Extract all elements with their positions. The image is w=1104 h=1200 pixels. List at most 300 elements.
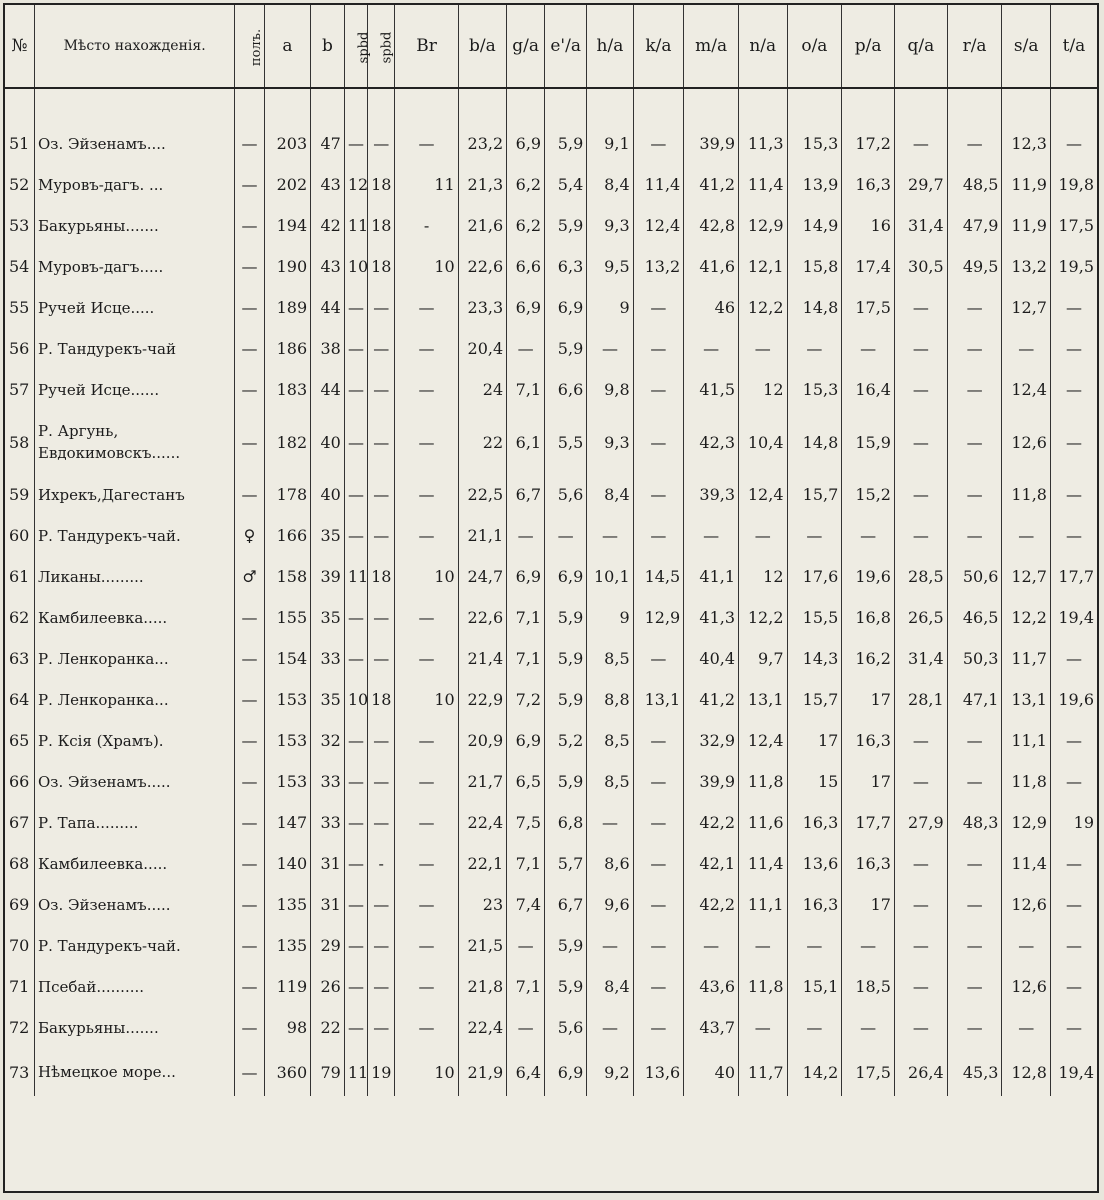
- table-cell: 42,3: [684, 410, 739, 474]
- table-cell: —: [395, 369, 458, 410]
- table-cell: —: [395, 802, 458, 843]
- row-number: 55: [9, 298, 30, 317]
- table-cell: 11,7: [739, 1048, 787, 1096]
- table-cell: —: [235, 966, 265, 1007]
- table-cell: —: [1050, 720, 1097, 761]
- table-cell: 12,4: [633, 205, 684, 246]
- table-row: [5, 761, 1097, 802]
- table-cell: —: [587, 515, 633, 556]
- table-cell: 15,1: [787, 966, 842, 1007]
- table-cell: 14,5: [633, 556, 684, 597]
- table-row: [5, 720, 1097, 761]
- table-cell: 24: [458, 369, 506, 410]
- table-cell: —: [235, 369, 265, 410]
- table-cell: 17,5: [842, 287, 895, 328]
- table-cell: 5,9: [545, 638, 587, 679]
- place-name: Р. Ксія (Храмъ).: [35, 720, 235, 761]
- table-cell: 190: [264, 246, 310, 287]
- table-cell: —: [235, 410, 265, 474]
- place-name: Р. Тандурекъ-чай.: [35, 515, 235, 556]
- table-cell: —: [235, 123, 265, 164]
- table-cell: —: [787, 925, 842, 966]
- table-cell: 42,2: [684, 884, 739, 925]
- table-cell: —: [947, 369, 1002, 410]
- spacer-cell: [235, 88, 265, 123]
- table-cell: 38: [311, 328, 345, 369]
- table-row: [5, 287, 1097, 328]
- table-cell: 6,9: [507, 287, 545, 328]
- table-cell: 6,7: [507, 474, 545, 515]
- table-cell: —: [1050, 925, 1097, 966]
- table-cell: 26,4: [894, 1048, 947, 1096]
- table-cell: 147: [264, 802, 310, 843]
- table-cell: 12: [739, 369, 787, 410]
- table-cell: 22,4: [458, 1007, 506, 1048]
- table-cell: —: [235, 328, 265, 369]
- table-cell: —: [395, 597, 458, 638]
- row-number: 70: [9, 936, 30, 955]
- table-cell: —: [947, 328, 1002, 369]
- table-cell: 18,5: [842, 966, 895, 1007]
- spacer-cell: [344, 88, 367, 123]
- row-number: 64: [9, 690, 30, 709]
- table-cell: 31: [311, 843, 345, 884]
- column-header: e'/a: [545, 5, 587, 88]
- table-cell: —: [1002, 925, 1050, 966]
- table-cell: 6,8: [545, 802, 587, 843]
- table-cell: 35: [311, 679, 345, 720]
- table-cell: —: [947, 720, 1002, 761]
- row-number: 63: [9, 649, 30, 668]
- row-number: 54: [9, 257, 30, 276]
- table-cell: —: [633, 1007, 684, 1048]
- table-cell: 12,6: [1002, 884, 1050, 925]
- table-cell: 32,9: [684, 720, 739, 761]
- table-cell: 11,8: [1002, 474, 1050, 515]
- table-cell: —: [507, 328, 545, 369]
- table-cell: 135: [264, 884, 310, 925]
- table-cell: —: [1050, 884, 1097, 925]
- table-cell: 12,2: [739, 597, 787, 638]
- table-cell: 11,8: [739, 761, 787, 802]
- table-cell: 42: [311, 205, 345, 246]
- table-cell: 13,9: [787, 164, 842, 205]
- column-header: b/a: [458, 5, 506, 88]
- table-cell: —: [633, 287, 684, 328]
- column-header: m/a: [684, 5, 739, 88]
- column-header: s/a: [1002, 5, 1050, 88]
- table-cell: 15,5: [787, 597, 842, 638]
- table-cell: 17: [842, 761, 895, 802]
- table-cell: 11,8: [1002, 761, 1050, 802]
- table-cell: 19,6: [1050, 679, 1097, 720]
- table-cell: 6,4: [507, 1048, 545, 1096]
- table-cell: 16,4: [842, 369, 895, 410]
- table-cell: 11,1: [1002, 720, 1050, 761]
- table-cell: 40,4: [684, 638, 739, 679]
- table-cell: 11,1: [739, 884, 787, 925]
- table-cell: —: [235, 720, 265, 761]
- table-cell: —: [1050, 1007, 1097, 1048]
- table-cell: —: [368, 287, 395, 328]
- table-cell: —: [507, 1007, 545, 1048]
- table-cell: —: [947, 1007, 1002, 1048]
- table-cell: 17: [787, 720, 842, 761]
- table-cell: —: [235, 597, 265, 638]
- table-cell: 9,3: [587, 205, 633, 246]
- table-cell: 31,4: [894, 638, 947, 679]
- table-cell: 17,2: [842, 123, 895, 164]
- table-cell: 43,6: [684, 966, 739, 1007]
- table-cell: 9,2: [587, 1048, 633, 1096]
- row-number: 72: [9, 1018, 30, 1037]
- table-cell: —: [368, 328, 395, 369]
- table-cell: —: [368, 410, 395, 474]
- table-cell: —: [344, 328, 367, 369]
- table-cell: 8,6: [587, 843, 633, 884]
- table-cell: 11,4: [739, 843, 787, 884]
- table-cell: 18: [368, 205, 395, 246]
- table-cell: —: [633, 474, 684, 515]
- table-cell: 14,2: [787, 1048, 842, 1096]
- table-cell: —: [739, 328, 787, 369]
- table-cell: —: [368, 123, 395, 164]
- table-cell: —: [739, 925, 787, 966]
- table-cell: 23,2: [458, 123, 506, 164]
- table-cell: —: [894, 925, 947, 966]
- table-cell: 6,9: [507, 720, 545, 761]
- table-cell: 10,4: [739, 410, 787, 474]
- table-cell: 21,8: [458, 966, 506, 1007]
- place-name: Ручей Исце.....: [35, 287, 235, 328]
- row-number: 67: [9, 813, 30, 832]
- table-cell: —: [344, 474, 367, 515]
- table-cell: 11: [344, 205, 367, 246]
- table-cell: 6,6: [545, 369, 587, 410]
- place-name: Камбилеевка.....: [35, 843, 235, 884]
- table-cell: 44: [311, 369, 345, 410]
- table-cell: —: [947, 843, 1002, 884]
- table-cell: —: [368, 720, 395, 761]
- table-cell: —: [235, 1048, 265, 1096]
- table-cell: 15,2: [842, 474, 895, 515]
- table-row: [5, 1048, 1097, 1096]
- place-name: Оз. Эйзенамъ.....: [35, 884, 235, 925]
- table-cell: 12: [739, 556, 787, 597]
- table-cell: —: [633, 123, 684, 164]
- spacer-cell: [5, 88, 35, 123]
- table-cell: —: [1050, 123, 1097, 164]
- table-cell: —: [368, 925, 395, 966]
- table-row: [5, 556, 1097, 597]
- spacer-cell: [894, 88, 947, 123]
- table-cell: 16,8: [842, 597, 895, 638]
- table-cell: —: [344, 884, 367, 925]
- table-cell: —: [894, 410, 947, 474]
- table-cell: —: [395, 1007, 458, 1048]
- table-cell: —: [894, 843, 947, 884]
- table-cell: —: [344, 597, 367, 638]
- spacer-cell: [587, 88, 633, 123]
- table-cell: 183: [264, 369, 310, 410]
- table-cell: 12,4: [739, 720, 787, 761]
- column-header-label: полъ.: [249, 28, 265, 67]
- table-cell: 21,1: [458, 515, 506, 556]
- table-cell: —: [947, 123, 1002, 164]
- table-cell: —: [947, 884, 1002, 925]
- table-cell: 39: [311, 556, 345, 597]
- table-cell: —: [368, 515, 395, 556]
- table-cell: —: [587, 328, 633, 369]
- table-cell: 9,8: [587, 369, 633, 410]
- table-cell: 24,7: [458, 556, 506, 597]
- place-name: Р. Ленкоранка...: [35, 679, 235, 720]
- table-cell: 48,5: [947, 164, 1002, 205]
- table-cell: 5,9: [545, 123, 587, 164]
- table-cell: 11,3: [739, 123, 787, 164]
- table-cell: 15,7: [787, 679, 842, 720]
- table-cell: 39,3: [684, 474, 739, 515]
- table-cell: 153: [264, 720, 310, 761]
- place-name: Р. Аргунь, Евдокимовскъ......: [35, 410, 235, 474]
- table-cell: 16,3: [842, 843, 895, 884]
- table-cell: 43: [311, 164, 345, 205]
- table-cell: 10: [395, 556, 458, 597]
- table-cell: 9: [587, 597, 633, 638]
- table-cell: —: [787, 328, 842, 369]
- column-header: k/a: [633, 5, 684, 88]
- table-cell: 28,1: [894, 679, 947, 720]
- table-cell: —: [739, 1007, 787, 1048]
- spacer-cell: [311, 88, 345, 123]
- table-cell: 21,9: [458, 1048, 506, 1096]
- table-cell: 5,9: [545, 328, 587, 369]
- table-cell: —: [395, 843, 458, 884]
- table-row: [5, 328, 1097, 369]
- table-cell: 5,9: [545, 597, 587, 638]
- table-cell: 21,3: [458, 164, 506, 205]
- table-cell: 178: [264, 474, 310, 515]
- column-header: r/a: [947, 5, 1002, 88]
- table-cell: —: [1050, 761, 1097, 802]
- table-cell: 26,5: [894, 597, 947, 638]
- table-cell: 19,8: [1050, 164, 1097, 205]
- spacer-cell: [684, 88, 739, 123]
- row-number: 51: [9, 134, 30, 153]
- table-cell: 22,5: [458, 474, 506, 515]
- table-cell: 11,9: [1002, 205, 1050, 246]
- row-number: 59: [9, 485, 30, 504]
- table-cell: —: [1002, 1007, 1050, 1048]
- table-cell: 43: [311, 246, 345, 287]
- table-cell: —: [587, 802, 633, 843]
- table-cell: —: [894, 884, 947, 925]
- table-cell: —: [1002, 328, 1050, 369]
- table-row: [5, 966, 1097, 1007]
- table-cell: —: [395, 287, 458, 328]
- table-cell: 12,2: [1002, 597, 1050, 638]
- table-cell: 19,4: [1050, 597, 1097, 638]
- table-cell: 21,7: [458, 761, 506, 802]
- table-cell: 5,6: [545, 474, 587, 515]
- table-cell: 9,7: [739, 638, 787, 679]
- table-cell: —: [545, 515, 587, 556]
- table-cell: —: [344, 410, 367, 474]
- table-cell: —: [368, 966, 395, 1007]
- table-cell: 22,9: [458, 679, 506, 720]
- table-cell: 7,1: [507, 369, 545, 410]
- table-cell: 33: [311, 761, 345, 802]
- place-name: Нѣмецкое море...: [35, 1048, 235, 1096]
- table-cell: 12,9: [739, 205, 787, 246]
- table-cell: —: [344, 123, 367, 164]
- table-row: [5, 802, 1097, 843]
- table-cell: 79: [311, 1048, 345, 1096]
- place-name: Бакурьяны.......: [35, 205, 235, 246]
- table-cell: 5,4: [545, 164, 587, 205]
- table-cell: 17,4: [842, 246, 895, 287]
- table-cell: —: [395, 761, 458, 802]
- table-cell: 12,8: [1002, 1048, 1050, 1096]
- place-name: Бакурьяны.......: [35, 1007, 235, 1048]
- table-row: [5, 246, 1097, 287]
- column-header: t/a: [1050, 5, 1097, 88]
- place-name: Муровъ-дагъ. ...: [35, 164, 235, 205]
- table-cell: 15,3: [787, 369, 842, 410]
- table-cell: 19: [1050, 802, 1097, 843]
- table-cell: 18: [368, 164, 395, 205]
- table-cell: —: [395, 720, 458, 761]
- row-number: 53: [9, 216, 30, 235]
- table-cell: 182: [264, 410, 310, 474]
- table-cell: 13,2: [1002, 246, 1050, 287]
- table-row: [5, 925, 1097, 966]
- table-cell: 202: [264, 164, 310, 205]
- table-cell: 194: [264, 205, 310, 246]
- table-cell: 46,5: [947, 597, 1002, 638]
- table-cell: —: [1002, 515, 1050, 556]
- table-cell: 29: [311, 925, 345, 966]
- table-cell: 12,9: [1002, 802, 1050, 843]
- table-cell: —: [507, 925, 545, 966]
- table-cell: 10: [344, 679, 367, 720]
- table-cell: 41,2: [684, 164, 739, 205]
- table-cell: —: [633, 638, 684, 679]
- table-cell: -: [368, 843, 395, 884]
- table-cell: —: [368, 802, 395, 843]
- table-cell: 17: [842, 679, 895, 720]
- table-cell: 360: [264, 1048, 310, 1096]
- spacer-cell: [633, 88, 684, 123]
- spacer-cell: [787, 88, 842, 123]
- table-cell: 31: [311, 884, 345, 925]
- table-row: [5, 515, 1097, 556]
- table-cell: —: [395, 474, 458, 515]
- table-cell: —: [894, 328, 947, 369]
- table-cell: —: [947, 287, 1002, 328]
- table-cell: 13,1: [1002, 679, 1050, 720]
- table-cell: —: [368, 597, 395, 638]
- table-cell: 17: [842, 884, 895, 925]
- table-cell: 135: [264, 925, 310, 966]
- table-cell: 6,5: [507, 761, 545, 802]
- table-row: [5, 164, 1097, 205]
- table-cell: ♂: [235, 556, 265, 597]
- table-cell: 35: [311, 597, 345, 638]
- table-cell: 14,8: [787, 287, 842, 328]
- table-cell: 15,8: [787, 246, 842, 287]
- table-cell: 19,5: [1050, 246, 1097, 287]
- table-cell: 155: [264, 597, 310, 638]
- table-row: [5, 597, 1097, 638]
- table-cell: 140: [264, 843, 310, 884]
- place-name: Ликаны.........: [35, 556, 235, 597]
- table-cell: 6,3: [545, 246, 587, 287]
- table-cell: 8,5: [587, 638, 633, 679]
- table-row: [5, 205, 1097, 246]
- table-cell: 5,2: [545, 720, 587, 761]
- table-cell: —: [894, 1007, 947, 1048]
- table-cell: 40: [684, 1048, 739, 1096]
- table-cell: 186: [264, 328, 310, 369]
- column-header: q/a: [894, 5, 947, 88]
- table-cell: 5,9: [545, 679, 587, 720]
- table-cell: 12,1: [739, 246, 787, 287]
- table-cell: 7,1: [507, 843, 545, 884]
- table-cell: —: [633, 515, 684, 556]
- table-row: [5, 843, 1097, 884]
- row-number: 71: [9, 977, 30, 996]
- table-cell: 11: [344, 1048, 367, 1096]
- table-cell: 17,7: [1050, 556, 1097, 597]
- table-cell: 16: [842, 205, 895, 246]
- table-cell: —: [235, 474, 265, 515]
- table-cell: 5,6: [545, 1007, 587, 1048]
- spacer-cell: [264, 88, 310, 123]
- table-cell: 11,6: [739, 802, 787, 843]
- table-cell: 7,5: [507, 802, 545, 843]
- spacer-cell: [35, 88, 235, 123]
- table-cell: —: [507, 515, 545, 556]
- table-cell: 5,7: [545, 843, 587, 884]
- table-cell: 14,8: [787, 410, 842, 474]
- table-cell: 13,1: [739, 679, 787, 720]
- table-cell: 154: [264, 638, 310, 679]
- table-cell: 5,5: [545, 410, 587, 474]
- spacer-cell: [1002, 88, 1050, 123]
- table-cell: 20,4: [458, 328, 506, 369]
- table-cell: —: [684, 328, 739, 369]
- table-cell: 18: [368, 679, 395, 720]
- table-cell: 19,4: [1050, 1048, 1097, 1096]
- spacer-cell: [507, 88, 545, 123]
- table-cell: 21,5: [458, 925, 506, 966]
- table-cell: 119: [264, 966, 310, 1007]
- table-cell: 6,9: [507, 123, 545, 164]
- table-cell: 21,6: [458, 205, 506, 246]
- table-cell: 22,6: [458, 246, 506, 287]
- table-cell: 40: [311, 410, 345, 474]
- table-cell: —: [344, 720, 367, 761]
- table-cell: 19,6: [842, 556, 895, 597]
- table-cell: 10: [395, 1048, 458, 1096]
- table-row: [5, 369, 1097, 410]
- table-cell: 33: [311, 638, 345, 679]
- table-row: [5, 638, 1097, 679]
- table-cell: 20,9: [458, 720, 506, 761]
- table-cell: 17,6: [787, 556, 842, 597]
- table-cell: —: [894, 287, 947, 328]
